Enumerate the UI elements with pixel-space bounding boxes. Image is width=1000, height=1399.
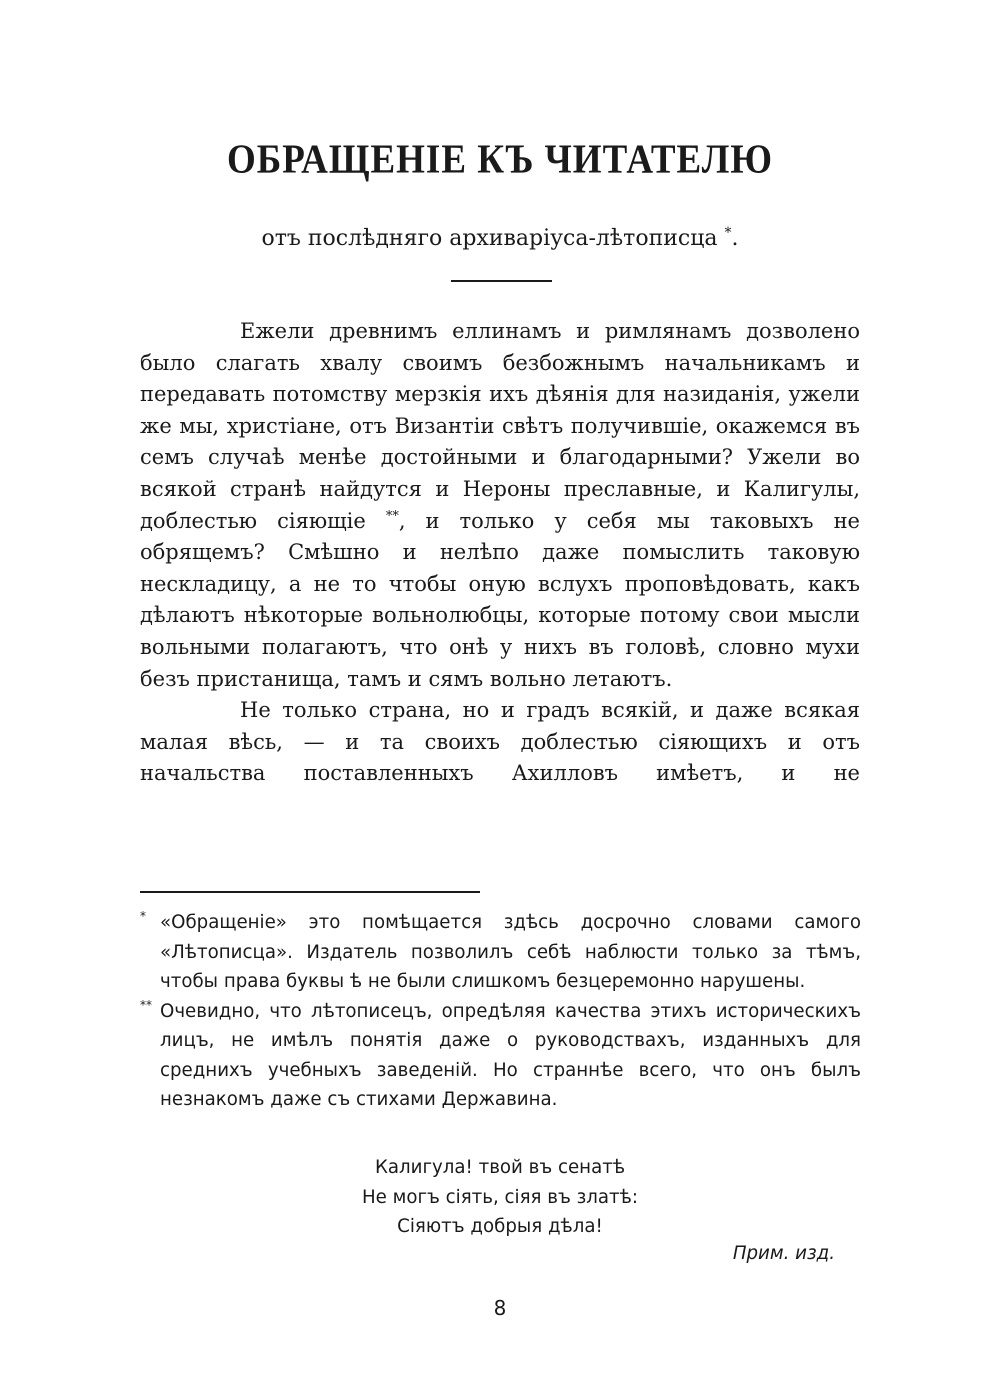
footnote-1-text: «Обращеніе» это помѣщается здѣсь досрочно словами самого «Лѣтописца». Издатель позволилъ себѣ наблюсти только за тѣмъ, чтобы права буквы ѣ не были слишкомъ безцеремонно нарушены. bbox=[160, 912, 861, 992]
subtitle-period: . bbox=[731, 226, 739, 251]
footnote-2-text: Очевидно, что лѣтописецъ, опредѣляя качества этихъ историческихъ лицъ, не имѣлъ понятія даже о руководствахъ, изданныхъ для среднихъ учебныхъ заведеній. Но страннѣе всего, что онъ былъ незнакомъ даже съ стихами Державина. bbox=[160, 1000, 861, 1110]
paragraph-1-footnote-mark: ** bbox=[385, 508, 399, 524]
subtitle-text: отъ послѣдняго архиваріуса-лѣтописца bbox=[261, 226, 718, 251]
footnote-2 bbox=[140, 997, 861, 1115]
footnote-2-mark: ** bbox=[140, 997, 152, 1012]
editor-note: Прим. изд. bbox=[732, 1243, 835, 1264]
quoted-verse bbox=[0, 1153, 1000, 1242]
footnote-1 bbox=[140, 908, 861, 997]
paragraph-1-part-a: Ежели древнимъ еллинамъ и римлянамъ дозволено было слагать хвалу своимъ безбожнымъ начальникамъ и передавать потомству мерзкія ихъ дѣянія для назиданія, ужели же мы, христіане, отъ Византіи свѣтъ получившіе, окажемся въ семъ случаѣ менѣе достойными и благодарными? Ужели во всякой странѣ найдутся и Нероны преславные, и Калигулы, доблестью сіяющіе bbox=[140, 319, 860, 533]
page-number: 8 bbox=[493, 1296, 507, 1320]
chapter-subtitle bbox=[0, 226, 1000, 251]
footnote-1-mark: * bbox=[140, 909, 146, 923]
footnote-divider bbox=[140, 891, 480, 893]
verse-line-1: Калигула! твой въ сенатѣ bbox=[374, 1157, 626, 1178]
paragraph-1-part-b: , и только у себя мы таковыхъ не обрящемъ? Смѣшно и нелѣпо даже помыслить таковую нескладицу, а не то чтобы оную вслухъ проповѣдовать, какъ дѣлаютъ нѣкоторые вольнолюбцы, которые потому свои мысли вольными полагаютъ, что онѣ у нихъ въ головѣ, словно мухи безъ пристанища, тамъ и сямъ вольно летаютъ. bbox=[140, 508, 860, 691]
verse-line-3: Сіяютъ добрыя дѣла! bbox=[397, 1216, 603, 1237]
footnotes bbox=[140, 908, 861, 1115]
paragraph-2: Не только страна, но и градъ всякій, и даже всякая малая вѣсь, — и та своихъ доблестью сіяющихъ и отъ начальства поставленныхъ Ахилловъ имѣетъ, и не bbox=[140, 698, 860, 786]
chapter-title: ОБРАЩЕНІЕ КЪ ЧИТАТЕЛЮ bbox=[227, 136, 773, 183]
verse-line-2: Не могъ сіять, сіяя въ златѣ: bbox=[361, 1186, 638, 1208]
subtitle-footnote-mark: * bbox=[724, 225, 732, 241]
title-divider bbox=[451, 280, 552, 282]
main-text bbox=[140, 316, 860, 790]
paragraph-1 bbox=[140, 316, 860, 695]
